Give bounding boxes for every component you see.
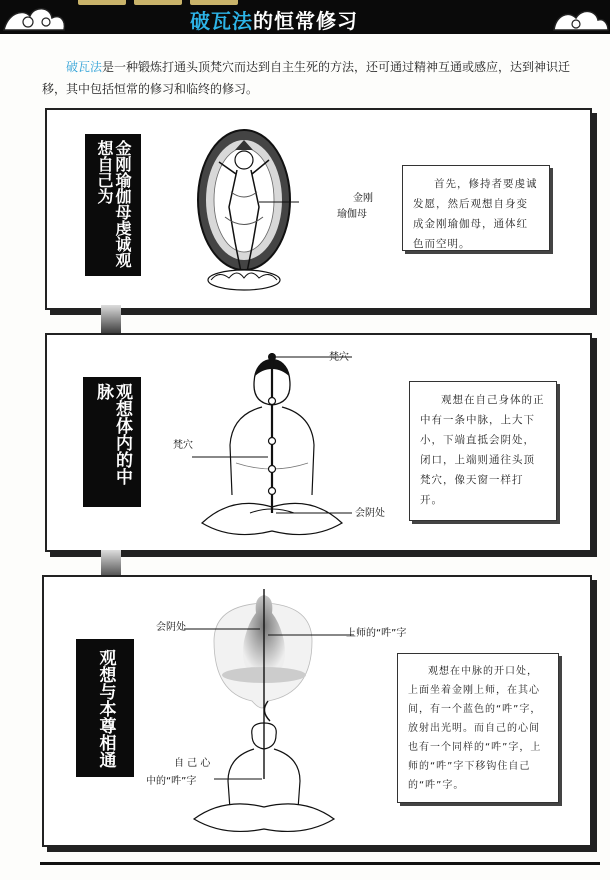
panel-2-callout: 梵穴 (173, 440, 193, 451)
panel-2-label: 观想体内的中脉 (83, 377, 141, 507)
panel-3 (42, 575, 592, 847)
panel-1-callout: 瑜伽母 (337, 209, 367, 220)
cloud-ornament-icon (552, 0, 610, 34)
panel-3-note: 观想在中脉的开口处，上面坐着金刚上师，在其心间，有一个蓝色的“吽”字，放射出光明。而自己的心间也有一个同样的“吽”字，上师的“吽”字下移钩住自己的“吽”字。 (397, 653, 559, 803)
vajrayogini-figure (189, 122, 299, 297)
panel-3-callout: 自 己 心 (174, 758, 211, 769)
panel-1-note: 首先，修持者要虔诚发愿，然后观想自身变成金刚瑜伽母，通体红色而空明。 (402, 165, 550, 251)
panel-3-callout: 上师的“吽”字 (346, 628, 407, 639)
header-tab (78, 0, 126, 5)
header-bar (0, 0, 610, 34)
page-title-rest: 的恒常修习 (253, 8, 358, 33)
panel-1 (45, 108, 592, 310)
panel-2 (45, 333, 592, 552)
panel-2-callout: 梵穴 (329, 352, 349, 363)
panel-3-callout: 中的“吽”字 (146, 776, 197, 787)
panel-1-callout: 金刚 (353, 193, 373, 204)
bottom-rule (40, 862, 600, 865)
panel-3-label: 观想与本尊相通 (76, 639, 134, 777)
page-title-highlight: 破瓦法 (190, 8, 253, 33)
guru-and-practitioner-figure (184, 583, 354, 841)
intro-paragraph (42, 56, 582, 100)
panel-2-callout: 会阴处 (355, 508, 385, 519)
meditating-figure-channel (192, 345, 352, 545)
header-tab (134, 0, 182, 5)
panel-3-callout: 会阴处 (156, 622, 186, 633)
intro-term: 破瓦法 (66, 60, 103, 74)
page-title (190, 6, 358, 32)
panel-1-label: 金刚瑜伽母虔诚观想自己为 (85, 134, 141, 276)
panel-2-note: 观想在自己身体的正中有一条中脉，上大下小，下端直抵会阴处，闭口，上端则通往头顶梵穴，像天窗一样打开。 (409, 381, 557, 521)
intro-text: 是一种锻炼打通头顶梵穴而达到自主生死的方法，还可通过精神互通或感应，达到神识迁移，其中包括恒常的修习和临终的修习。 (42, 60, 571, 96)
cloud-ornament-icon (0, 0, 70, 34)
